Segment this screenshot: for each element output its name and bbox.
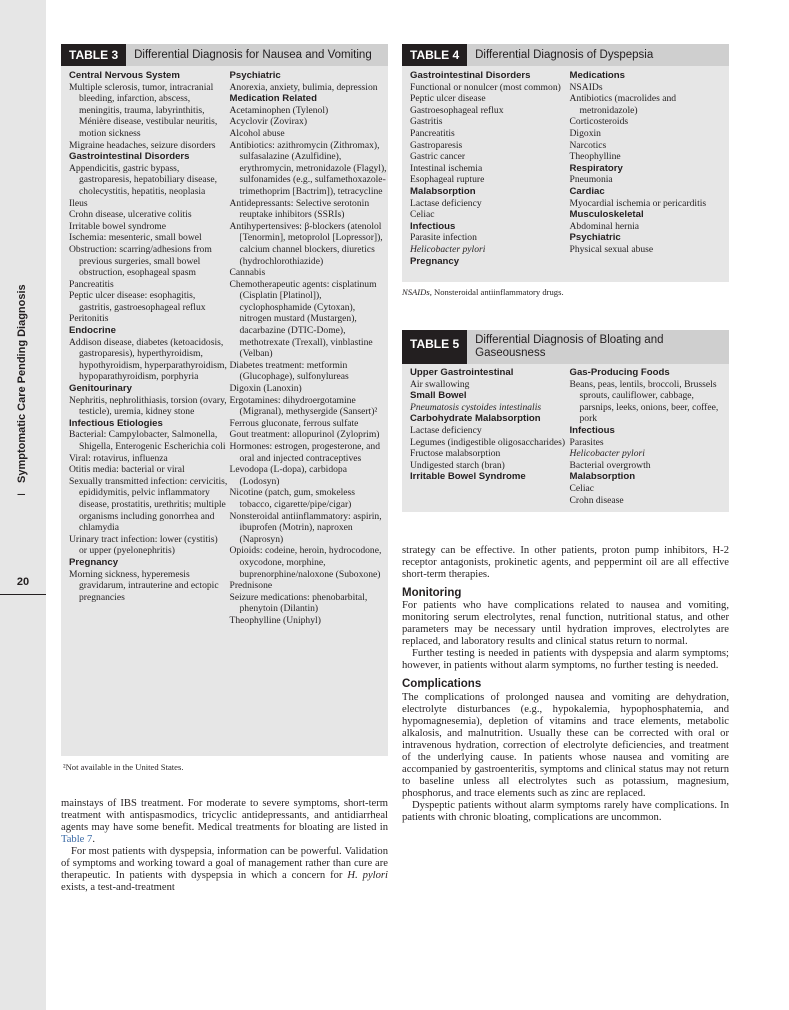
table-entry: Ferrous gluconate, ferrous sulfate <box>229 417 359 429</box>
table-entry: Gastroesophageal reflux <box>410 104 504 116</box>
page-number: 20 <box>16 576 30 588</box>
table-entry: Parasites <box>569 436 604 448</box>
table-entry: Intestinal ischemia <box>410 162 483 174</box>
table-entry: Hormones: estrogen, progesterone, and oral and injected contraceptives <box>229 441 381 464</box>
table-entry: Narcotics <box>569 139 607 151</box>
paragraph-dyspepsia <box>61 846 388 894</box>
table-entry: Peptic ulcer disease <box>410 93 486 105</box>
table-entry: Helicobacter pylori <box>569 448 645 460</box>
table-section-heading: Psychiatric <box>569 232 621 244</box>
text-run: . <box>92 834 95 846</box>
table-entry: Bacterial overgrowth <box>569 459 651 471</box>
table-5-column-1 <box>410 367 570 506</box>
table-entry: Acetaminophen (Tylenol) <box>229 104 329 116</box>
paragraph-complications-1: The complications of prolonged nausea and vomiting are dehydration, electrolyte disturbances (e.g., hypokalemia, hypophosphatemia, and hypomagnesemia), depletion of vitamins and trace elements, metabolic alkalosis, and malnutrition. Usually these can be corrected with oral or intravenous hydration, correction of electrolyte deficiencies, and treatment of the underlying cause. In patients whose nausea and vomiting are accompanied by gastroenteritis, symptoms and clinical status may not return to baseline unless all electrolytes such as potassium, magnesium, phosphorus, and trace elements such as zinc are replaced. <box>402 691 729 799</box>
table-section-heading: Malabsorption <box>410 185 476 197</box>
table-3-header <box>61 44 388 66</box>
paragraph-monitoring-1: For patients who have complications related to nausea and vomiting, monitoring serum electrolytes, renal function, nutritional status, and other parameters may be necessary until hydration improves, electrolytes are replaced, and laboratory results and clinical status return to normal. <box>402 600 729 648</box>
table-entry: Opioids: codeine, heroin, hydrocodone, oxycodone, morphine, buprenorphine/naloxone (Suboxone) <box>229 545 382 580</box>
table-entry: Lactase deficiency <box>410 197 482 209</box>
table-entry: Multiple sclerosis, tumor, intracranial bleeding, infarction, abscess, meningitis, trauma, labyrinthitis, Ménière disease, vestibular neuritis, motion sickness <box>69 81 218 139</box>
table-section-heading: Gas-Producing Foods <box>569 367 670 378</box>
table-section-heading: Psychiatric <box>229 70 281 81</box>
table-entry: Peritonitis <box>69 313 109 325</box>
table-section-heading: Cardiac <box>569 185 605 197</box>
table-entry: Fructose malabsorption <box>410 448 501 460</box>
table-entry: Gastroparesis <box>410 139 463 151</box>
table-3-title: Differential Diagnosis for Nausea and Vomiting <box>134 48 372 61</box>
table-entry: Seizure medications: phenobarbital, phenytoin (Dilantin) <box>229 591 368 615</box>
heading-monitoring: Monitoring <box>402 587 462 600</box>
table-section-heading: Musculoskeletal <box>569 209 644 221</box>
table-entry: Gastritis <box>410 116 443 128</box>
table-entry: Diabetes treatment: metformin (Glucophage), sulfonylureas <box>229 359 349 383</box>
text-run: For most patients with dyspepsia, information can be powerful. Validation of symptoms and working toward a goal of management rather than cure are therapeutic. In patients with dyspepsia in which a concern for <box>61 846 388 882</box>
table-3-column-2 <box>228 70 389 627</box>
section-title: Symptomatic Care Pending Diagnosis <box>16 284 28 483</box>
table-entry: Pancreatitis <box>69 278 114 290</box>
table-entry: Nonsteroidal antiinflammatory: aspirin, ibuprofen (Motrin), naproxen (Naprosyn) <box>229 510 382 545</box>
table-entry: Parasite infection <box>410 232 477 244</box>
table-4-column-2 <box>570 70 730 267</box>
table-section-heading: Malabsorption <box>569 471 636 483</box>
table-entry: Theophylline <box>569 151 621 163</box>
table-entry: Pneumonia <box>569 174 613 186</box>
table-entry: Functional or nonulcer (most common) <box>410 81 561 93</box>
text-run-italic: H. pylori <box>347 870 388 882</box>
table-section-heading: Medications <box>569 70 625 81</box>
table-section-heading: Pregnancy <box>410 255 460 267</box>
text-run: exists, a test-and-treatment <box>61 882 175 894</box>
paragraph-strategy: strategy can be effective. In other patients, proton pump inhibitors, H-2 receptor antagonists, prokinetic agents, and peppermint oil are all effective short-term therapies. <box>402 545 729 581</box>
table-section-heading: Infectious <box>410 220 456 232</box>
table-entry: Acyclovir (Zovirax) <box>229 116 308 128</box>
table-3 <box>61 44 388 756</box>
table-section-heading: Gastrointestinal Disorders <box>69 151 190 163</box>
table-5 <box>402 330 729 512</box>
table-entry: Ergotamines: dihydroergotamine (Migranal), methysergide (Sansert)² <box>229 394 378 418</box>
table-3-footnote: ²Not available in the United States. <box>63 762 184 772</box>
table-4 <box>402 44 729 282</box>
table-entry: Appendicitis, gastric bypass, gastroparesis, hepatobiliary disease, cholecystitis, hepatitis, neoplasia <box>69 162 217 197</box>
table-5-column-2 <box>570 367 730 506</box>
table-entry: Bacterial: Campylobacter, Salmonella, Shigella, Enterogenic Escherichia coli <box>69 429 226 452</box>
table-entry: Chemotherapeutic agents: cisplatinum (Cisplatin [Platinol]), cyclophosphamide (Cytoxan), nitrogen mustard (Mustargen), dacarbazine (DTIC-Dome), methotrexate (Trexall), vinblastine (Velban) <box>229 278 377 360</box>
table-4-column-1 <box>410 70 570 267</box>
table-entry: Ileus <box>69 197 88 209</box>
table-entry: Antihypertensives: β-blockers (atenolol [Tenormin], metoprolol [Lopressor]), calcium channel blockers, diuretics (hydrochlorothiazide) <box>229 220 383 267</box>
table-entry: Antibiotics: azithromycin (Zithromax), sulfasalazine (Azulfidine), erythromycin, metronidazole (Flagyl), sulfonamides (e.g., sulfamethoxazole-trimethoprim [Bactrim]), tetracycline <box>229 139 387 197</box>
paragraph-ibs-treatment <box>61 798 388 846</box>
table-entry: Pneumatosis cystoides intestinalis <box>410 401 542 413</box>
table-entry: Digoxin <box>569 127 601 139</box>
table-entry: Crohn disease <box>569 494 624 506</box>
table-4-title: Differential Diagnosis of Dyspepsia <box>475 48 654 61</box>
page-number-rule <box>0 594 46 595</box>
table-section-heading: Upper Gastrointestinal <box>410 367 514 378</box>
table-entry: Urinary tract infection: lower (cystitis) or upper (pyelonephritis) <box>69 533 218 557</box>
table-section-heading: Genitourinary <box>69 383 132 395</box>
table-entry: Levodopa (L-dopa), carbidopa (Lodosyn) <box>229 464 347 487</box>
table-4-footnote-text: Nonsteroidal antiinflammatory drugs. <box>431 287 564 297</box>
table-5-header <box>402 330 729 364</box>
table-entry: Antidepressants: Selective serotonin reuptake inhibitors (SSRIs) <box>229 197 370 221</box>
table-section-heading: Medication Related <box>229 93 317 105</box>
right-body-text <box>402 545 729 824</box>
table-section-heading: Irritable Bowel Syndrome <box>410 471 526 483</box>
table-entry: Celiac <box>410 209 435 221</box>
table-entry: Celiac <box>569 482 595 494</box>
table-entry: Nephritis, nephrolithiasis, torsion (ovary, testicle), uremia, kidney stone <box>69 394 227 418</box>
left-body-text <box>61 798 388 894</box>
table-entry: Corticosteroids <box>569 116 629 128</box>
table-entry: Otitis media: bacterial or viral <box>69 464 185 476</box>
table-entry: Theophylline (Uniphyl) <box>229 614 321 626</box>
paragraph-complications-2: Dyspeptic patients without alarm symptoms rarely have complications. In patients with chronic bloating, complications are uncommon. <box>402 799 729 823</box>
table-entry: Alcohol abuse <box>229 127 285 139</box>
table-entry: Helicobacter pylori <box>410 243 486 255</box>
table-entry: Nicotine (patch, gum, smokeless tobacco, cigarette/pipe/cigar) <box>229 487 355 510</box>
table-5-title: Differential Diagnosis of Bloating and Gaseousness <box>475 334 664 359</box>
table-3-label: TABLE 3 <box>61 44 126 66</box>
section-number: I <box>16 492 28 496</box>
running-section-title <box>10 200 34 580</box>
table-entry: Lactase deficiency <box>410 424 482 436</box>
table-4-label: TABLE 4 <box>402 44 467 66</box>
table-3-column-1 <box>69 70 228 627</box>
table-entry: NSAIDs <box>569 81 603 93</box>
table-entry: Gastric cancer <box>410 151 466 163</box>
table-entry: Legumes (indigestible oligosaccharides) <box>410 436 566 448</box>
table-section-heading: Central Nervous System <box>69 70 180 81</box>
table-4-footnote-abbr: NSAIDs, <box>402 287 432 297</box>
paragraph-monitoring-2: Further testing is needed in patients with dyspepsia and alarm symptoms; however, in patients without alarm symptoms, no further testing is needed. <box>402 648 729 672</box>
table-section-heading: Carbohydrate Malabsorption <box>410 413 541 425</box>
table-4-header <box>402 44 729 66</box>
table-section-heading: Gastrointestinal Disorders <box>410 70 531 81</box>
table-entry: Ischemia: mesenteric, small bowel <box>69 232 202 244</box>
table-entry: Beans, peas, lentils, broccoli, Brussels sprouts, cauliflower, cabbage, parsnips, leeks, onions, beer, coffee, pork <box>569 378 719 425</box>
table-entry: Pancreatitis <box>410 127 455 139</box>
heading-complications: Complications <box>402 678 482 691</box>
table-entry: Peptic ulcer disease: esophagitis, gastritis, gastroesophageal reflux <box>69 290 206 313</box>
table-entry: Sexually transmitted infection: cervicitis, epididymitis, pelvic inflammatory disease, prostatitis, urethritis; multiple organisms including gonorrhea and chlamydia <box>69 475 228 534</box>
table-entry: Physical sexual abuse <box>569 243 654 255</box>
table-entry: Crohn disease, ulcerative colitis <box>69 209 192 221</box>
table-5-label: TABLE 5 <box>402 330 467 364</box>
table-entry: Digoxin (Lanoxin) <box>229 383 302 395</box>
table-entry: Antibiotics (macrolides and metronidazole) <box>569 93 677 116</box>
table-entry: Abdominal hernia <box>569 220 640 232</box>
table-entry: Cannabis <box>229 267 266 279</box>
table-7-link[interactable]: Table 7 <box>61 834 93 846</box>
table-4-footnote <box>402 287 564 297</box>
table-section-heading: Respiratory <box>569 162 623 174</box>
table-entry: Irritable bowel syndrome <box>69 220 166 232</box>
table-section-heading: Pregnancy <box>69 556 119 568</box>
table-entry: Esophageal rupture <box>410 174 485 186</box>
table-entry: Anorexia, anxiety, bulimia, depression <box>229 81 378 93</box>
table-entry: Viral: rotavirus, influenza <box>69 452 168 464</box>
table-section-heading: Endocrine <box>69 325 116 337</box>
table-entry: Addison disease, diabetes (ketoacidosis, gastroparesis), hyperthyroidism, hypothyroidism, hyperparathyroidism, hypoparathyroidism, porphyria <box>69 336 227 383</box>
table-section-heading: Small Bowel <box>410 390 467 402</box>
table-entry: Migraine headaches, seizure disorders <box>69 139 216 151</box>
table-entry: Morning sickness, hyperemesis gravidarum, intrauterine and ectopic pregnancies <box>69 568 219 603</box>
table-entry: Air swallowing <box>410 378 470 390</box>
table-entry: Undigested starch (bran) <box>410 459 505 471</box>
text-run: mainstays of IBS treatment. For moderate to severe symptoms, short-term treatment with antispasmodics, tricyclic antidepressants, and antidiarrheal agents may have some benefit. Medical treatments for bloating are listed in <box>61 798 388 834</box>
table-entry: Obstruction: scarring/adhesions from previous surgeries, small bowel obstruction, esophageal spasm <box>69 243 212 279</box>
table-entry: Gout treatment: allopurinol (Zyloprim) <box>229 429 380 441</box>
table-entry: Myocardial ischemia or pericarditis <box>569 197 707 209</box>
table-section-heading: Infectious Etiologies <box>69 417 163 429</box>
table-section-heading: Infectious <box>569 424 615 436</box>
table-entry: Prednisone <box>229 580 273 592</box>
